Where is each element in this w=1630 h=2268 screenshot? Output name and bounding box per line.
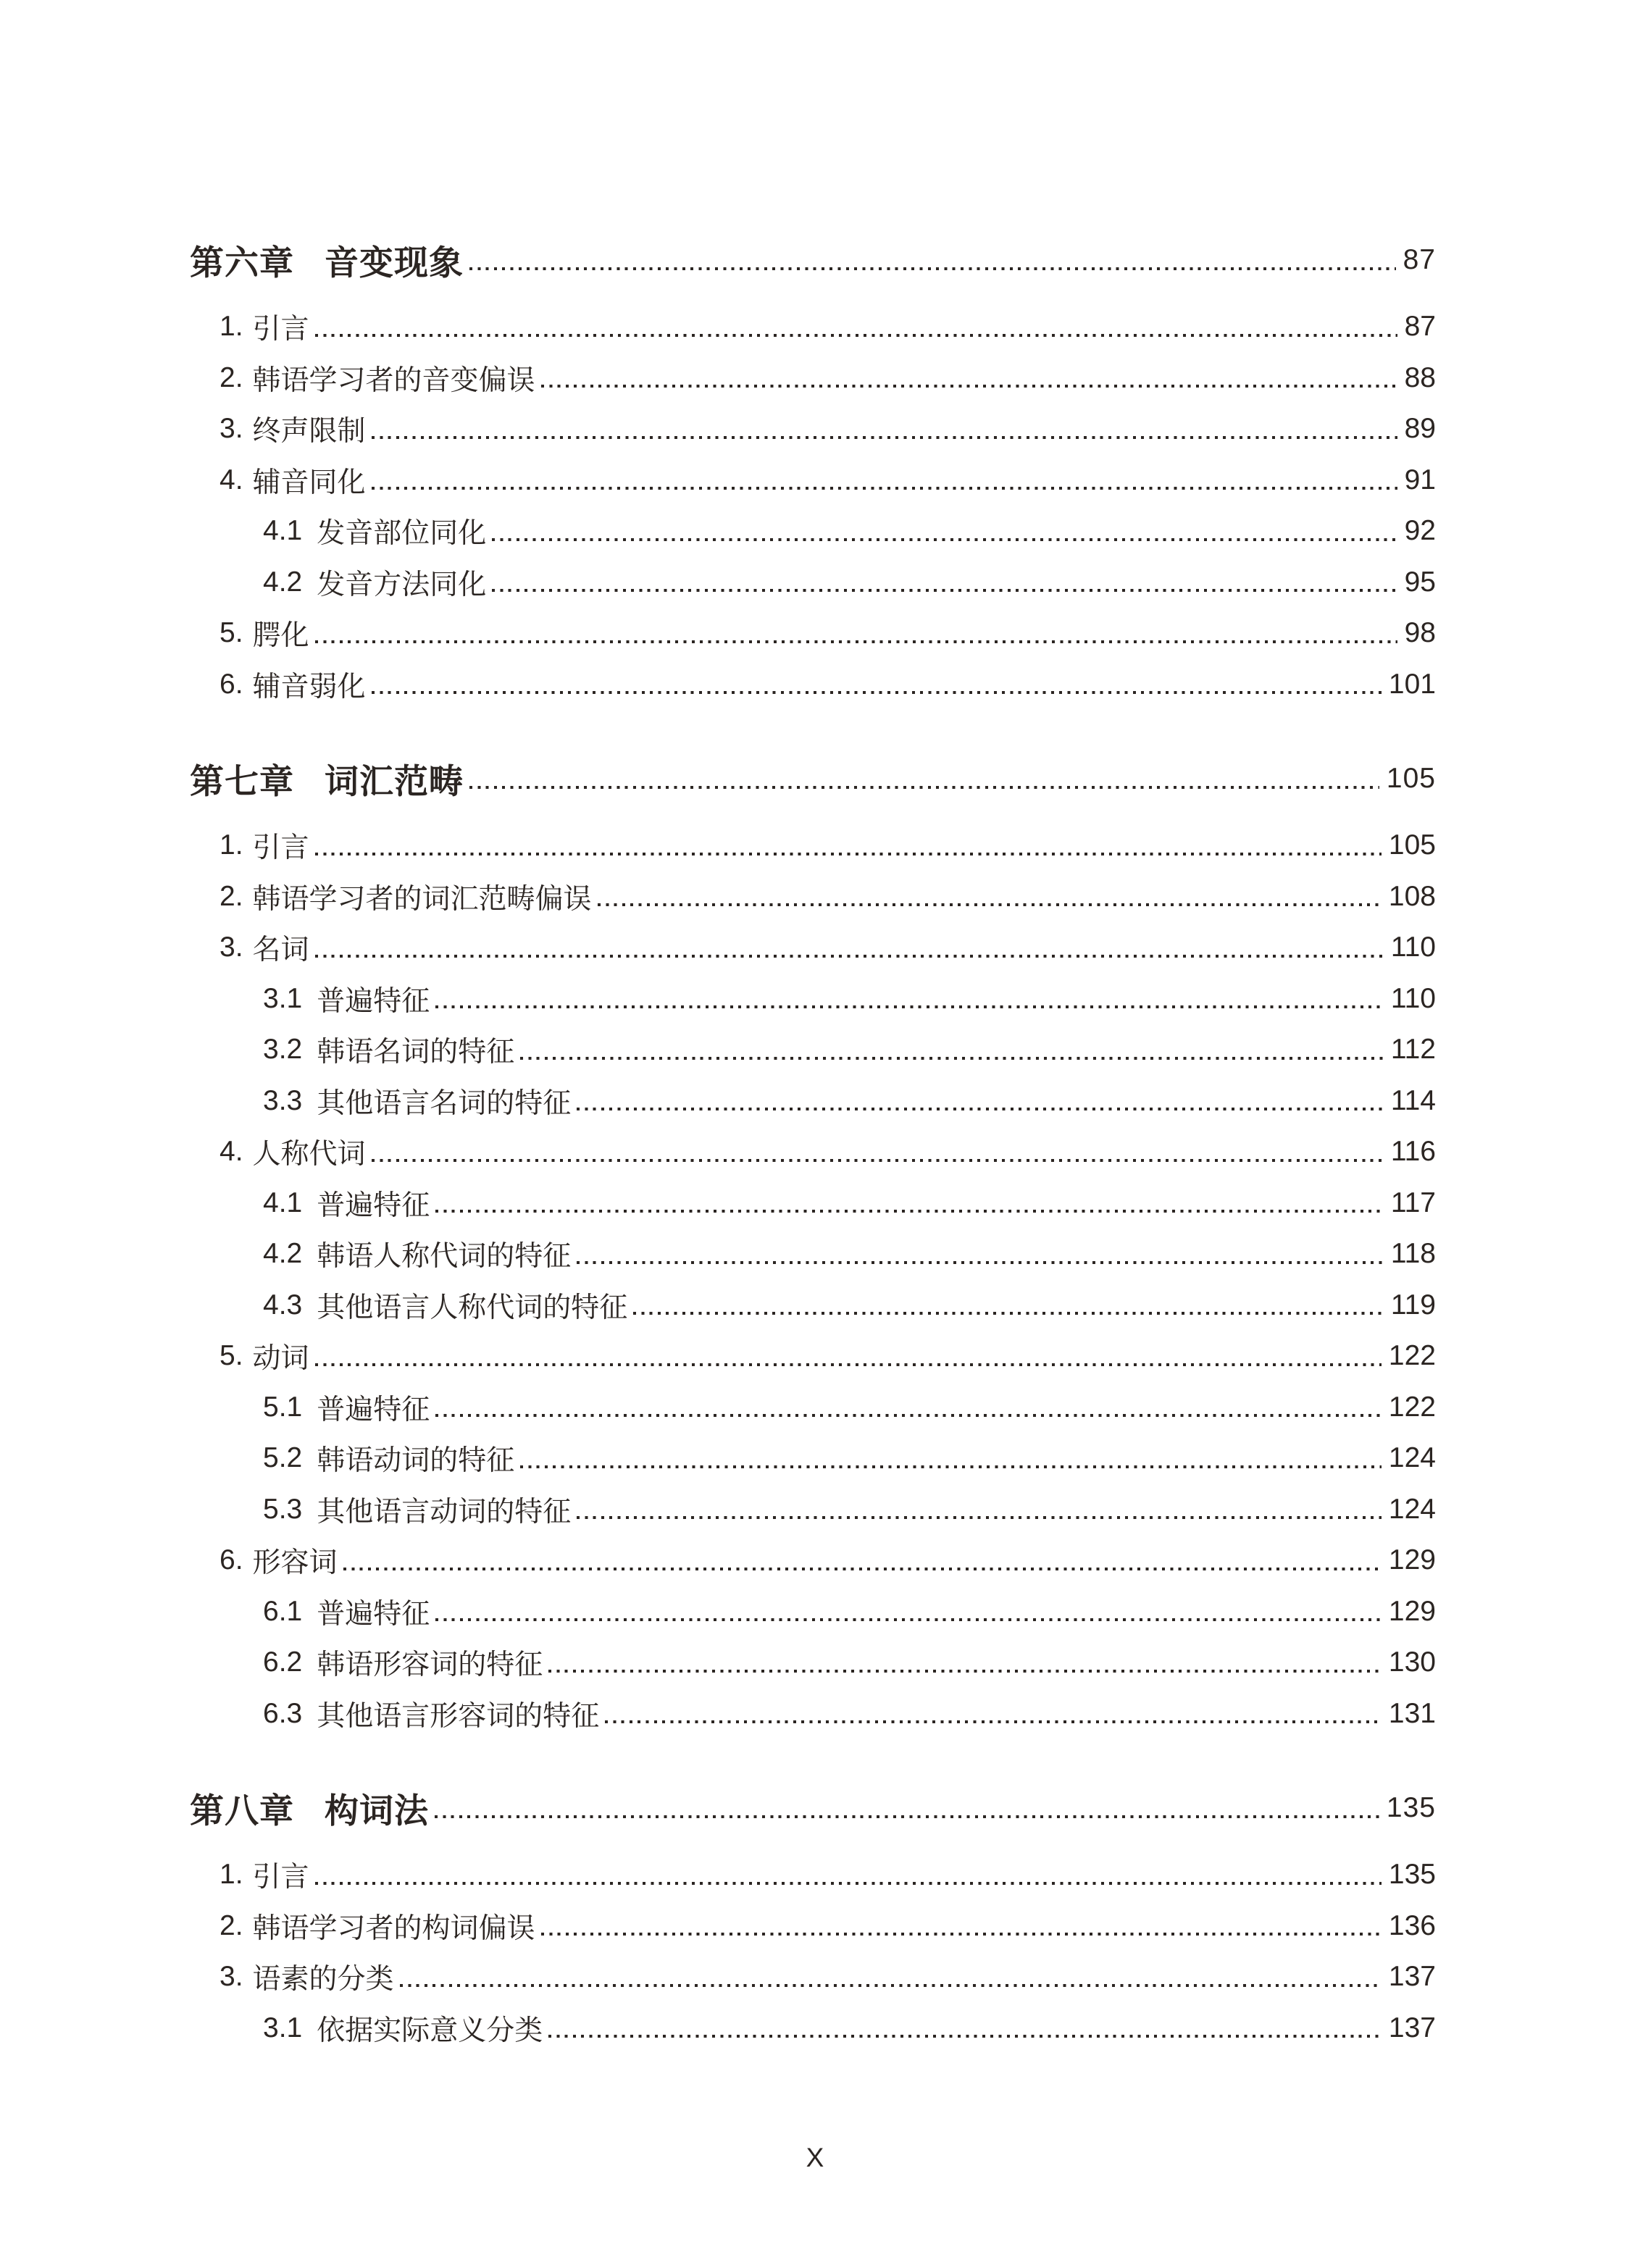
toc-entry-row bbox=[0, 1586, 1630, 1638]
toc-entry-row bbox=[0, 608, 1630, 659]
entry-number: 5. bbox=[220, 617, 243, 649]
entry-number: 6. bbox=[220, 668, 243, 700]
toc-entry-row bbox=[0, 1849, 1630, 1901]
dot-leader bbox=[598, 903, 1382, 906]
entry-number: 3.2 bbox=[263, 1034, 303, 1066]
entry-number: 5. bbox=[220, 1340, 243, 1372]
entry-page-number: 137 bbox=[1388, 2012, 1436, 2043]
entry-title: 其他语言形容词的特征 bbox=[317, 1700, 600, 1732]
entry-number: 2. bbox=[220, 1909, 243, 1941]
entry-number: 4.3 bbox=[263, 1289, 303, 1321]
toc-entry-row bbox=[0, 1024, 1630, 1076]
entry-page-number: 118 bbox=[1390, 1238, 1436, 1270]
entry-title: 普遍特征 bbox=[317, 1598, 430, 1630]
chapter-title: 音变现象 bbox=[325, 244, 464, 283]
entry-page-number: 122 bbox=[1388, 1391, 1436, 1423]
chapter-label: 第七章 bbox=[190, 763, 294, 801]
entry-title: 形容词 bbox=[252, 1547, 338, 1579]
entry-title: 其他语言人称代词的特征 bbox=[317, 1292, 628, 1323]
entry-page-number: 108 bbox=[1388, 880, 1436, 912]
dot-leader bbox=[315, 334, 1397, 337]
page-footer bbox=[0, 2143, 1630, 2173]
entry-page-number: 124 bbox=[1388, 1493, 1436, 1525]
dot-leader bbox=[435, 1815, 1379, 1818]
entry-title: 发音部位同化 bbox=[317, 518, 487, 550]
dot-leader bbox=[520, 1465, 1382, 1468]
entry-number: 3. bbox=[220, 413, 243, 445]
toc-entry-row bbox=[0, 1637, 1630, 1689]
dot-leader bbox=[435, 1618, 1382, 1621]
entry-title: 韩语名词的特征 bbox=[317, 1037, 515, 1068]
dot-leader bbox=[548, 2035, 1382, 2038]
chapter-title: 词汇范畴 bbox=[325, 763, 464, 801]
toc-entry-row bbox=[0, 301, 1630, 353]
entry-title: 终声限制 bbox=[252, 416, 366, 448]
entry-title: 辅音同化 bbox=[252, 466, 366, 498]
dot-leader bbox=[577, 1516, 1382, 1519]
chapter-page-number: 135 bbox=[1386, 1792, 1436, 1823]
toc-entry-row bbox=[0, 506, 1630, 557]
toc-chapter-row bbox=[0, 752, 1630, 805]
entry-page-number: 122 bbox=[1388, 1340, 1436, 1372]
entry-page-number: 91 bbox=[1404, 464, 1436, 495]
toc-entry-row bbox=[0, 1126, 1630, 1178]
dot-leader bbox=[633, 1312, 1384, 1315]
entry-number: 3. bbox=[220, 932, 243, 963]
entry-number: 3. bbox=[220, 1961, 243, 1993]
toc-entry-row bbox=[0, 1382, 1630, 1434]
dot-leader bbox=[400, 1984, 1382, 1987]
entry-page-number: 131 bbox=[1388, 1697, 1436, 1729]
entry-title: 辅音弱化 bbox=[252, 671, 366, 703]
entry-page-number: 130 bbox=[1388, 1646, 1436, 1678]
entry-title: 韩语学习者的词汇范畴偏误 bbox=[252, 883, 592, 915]
chapter-entries bbox=[0, 1849, 1630, 2054]
dot-leader bbox=[435, 1414, 1382, 1417]
entry-page-number: 136 bbox=[1388, 1909, 1436, 1941]
entry-page-number: 89 bbox=[1404, 413, 1436, 445]
dot-leader bbox=[541, 385, 1397, 388]
entry-title: 动词 bbox=[252, 1343, 309, 1375]
entry-page-number: 98 bbox=[1404, 617, 1436, 649]
entry-title: 普遍特征 bbox=[317, 1189, 430, 1221]
entry-page-number: 124 bbox=[1388, 1442, 1436, 1474]
toc-entry-row bbox=[0, 1901, 1630, 1952]
dot-leader bbox=[541, 1933, 1382, 1936]
dot-leader bbox=[492, 538, 1397, 541]
dot-leader bbox=[372, 487, 1397, 490]
entry-page-number: 116 bbox=[1390, 1136, 1436, 1168]
entry-title: 韩语学习者的音变偏误 bbox=[252, 364, 535, 396]
entry-number: 5.1 bbox=[263, 1391, 303, 1423]
entry-title: 人称代词 bbox=[252, 1139, 366, 1171]
dot-leader bbox=[520, 1057, 1384, 1060]
entry-title: 其他语言动词的特征 bbox=[317, 1496, 572, 1528]
entry-number: 4.1 bbox=[263, 515, 303, 547]
entry-title: 引言 bbox=[252, 832, 309, 864]
entry-title: 名词 bbox=[252, 934, 309, 966]
dot-leader bbox=[315, 1363, 1382, 1366]
dot-leader bbox=[492, 589, 1397, 592]
entry-page-number: 110 bbox=[1390, 932, 1436, 963]
entry-title: 语素的分类 bbox=[252, 1964, 394, 1996]
entry-page-number: 129 bbox=[1388, 1544, 1436, 1576]
entry-number: 3.3 bbox=[263, 1084, 303, 1116]
entry-page-number: 137 bbox=[1388, 1961, 1436, 1993]
toc-entry-row bbox=[0, 1229, 1630, 1280]
dot-leader bbox=[372, 691, 1382, 694]
dot-leader bbox=[548, 1670, 1382, 1673]
dot-leader bbox=[435, 1210, 1384, 1213]
entry-number: 1. bbox=[220, 311, 243, 343]
toc-entry-row bbox=[0, 1331, 1630, 1382]
entry-title: 依据实际意义分类 bbox=[317, 2014, 543, 2046]
entry-page-number: 112 bbox=[1390, 1034, 1436, 1066]
dot-leader bbox=[605, 1720, 1382, 1723]
dot-leader bbox=[343, 1568, 1382, 1570]
toc-entry-row bbox=[0, 557, 1630, 608]
toc-entry-row bbox=[0, 1535, 1630, 1586]
entry-number: 6.2 bbox=[263, 1646, 303, 1678]
dot-leader bbox=[372, 436, 1397, 439]
dot-leader bbox=[577, 1108, 1384, 1110]
dot-leader bbox=[315, 853, 1382, 855]
dot-leader bbox=[469, 786, 1379, 789]
toc-chapter-section bbox=[0, 1781, 1630, 2054]
entry-page-number: 105 bbox=[1388, 829, 1436, 861]
entry-title: 其他语言名词的特征 bbox=[317, 1087, 572, 1119]
entry-title: 引言 bbox=[252, 314, 309, 346]
toc-entry-row bbox=[0, 2003, 1630, 2054]
toc-entry-row bbox=[0, 974, 1630, 1025]
dot-leader bbox=[315, 640, 1397, 643]
chapter-page-number: 87 bbox=[1403, 244, 1436, 275]
entry-number: 2. bbox=[220, 880, 243, 912]
chapter-title: 构词法 bbox=[325, 1792, 429, 1830]
toc-chapter-row bbox=[0, 1781, 1630, 1835]
dot-leader bbox=[372, 1159, 1384, 1162]
entry-number: 1. bbox=[220, 1859, 243, 1891]
entry-title: 韩语学习者的构词偏误 bbox=[252, 1912, 535, 1944]
entry-number: 3.1 bbox=[263, 2012, 303, 2043]
entry-page-number: 117 bbox=[1390, 1187, 1436, 1218]
entry-number: 5.3 bbox=[263, 1493, 303, 1525]
dot-leader bbox=[315, 955, 1384, 958]
entry-number: 4.1 bbox=[263, 1187, 303, 1218]
chapter-entries bbox=[0, 301, 1630, 710]
toc-entry-row bbox=[0, 922, 1630, 974]
toc-entry-row bbox=[0, 1433, 1630, 1484]
entry-page-number: 129 bbox=[1388, 1595, 1436, 1627]
toc-entry-row bbox=[0, 1178, 1630, 1229]
entry-number: 4. bbox=[220, 1136, 243, 1168]
entry-number: 6. bbox=[220, 1544, 243, 1576]
entry-page-number: 92 bbox=[1404, 515, 1436, 547]
toc-entry-row bbox=[0, 1484, 1630, 1536]
entry-page-number: 95 bbox=[1404, 566, 1436, 598]
entry-number: 4. bbox=[220, 464, 243, 495]
entry-page-number: 114 bbox=[1390, 1084, 1436, 1116]
toc-entry-row bbox=[0, 455, 1630, 506]
entry-title: 韩语人称代词的特征 bbox=[317, 1241, 572, 1273]
entry-number: 4.2 bbox=[263, 566, 303, 598]
entry-number: 1. bbox=[220, 829, 243, 861]
entry-page-number: 135 bbox=[1388, 1859, 1436, 1891]
toc-entry-row bbox=[0, 1689, 1630, 1740]
toc-chapter-section bbox=[0, 752, 1630, 1739]
toc-entry-row bbox=[0, 871, 1630, 923]
chapter-entries bbox=[0, 820, 1630, 1739]
toc-entry-row bbox=[0, 659, 1630, 711]
entry-title: 普遍特征 bbox=[317, 1394, 430, 1426]
entry-title: 韩语动词的特征 bbox=[317, 1445, 515, 1477]
entry-title: 普遍特征 bbox=[317, 985, 430, 1017]
entry-page-number: 101 bbox=[1388, 668, 1436, 700]
entry-page-number: 88 bbox=[1404, 361, 1436, 393]
entry-title: 腭化 bbox=[252, 620, 309, 652]
toc-entry-row bbox=[0, 1280, 1630, 1331]
entry-page-number: 119 bbox=[1390, 1289, 1436, 1321]
chapter-label: 第六章 bbox=[190, 244, 294, 283]
toc-chapter-section bbox=[0, 233, 1630, 710]
entry-page-number: 87 bbox=[1404, 311, 1436, 343]
entry-page-number: 110 bbox=[1390, 982, 1436, 1014]
entry-number: 2. bbox=[220, 361, 243, 393]
chapter-page-number: 105 bbox=[1386, 763, 1436, 794]
dot-leader bbox=[577, 1261, 1384, 1264]
toc-entry-row bbox=[0, 1951, 1630, 2003]
entry-number: 6.1 bbox=[263, 1595, 303, 1627]
entry-number: 4.2 bbox=[263, 1238, 303, 1270]
entry-title: 韩语形容词的特征 bbox=[317, 1649, 543, 1681]
folio-page-number: X bbox=[806, 2143, 824, 2172]
dot-leader bbox=[435, 1005, 1384, 1008]
toc-chapter-row bbox=[0, 233, 1630, 287]
entry-number: 3.1 bbox=[263, 982, 303, 1014]
dot-leader bbox=[469, 267, 1396, 270]
toc-entry-row bbox=[0, 403, 1630, 455]
chapter-label: 第八章 bbox=[190, 1792, 294, 1830]
dot-leader bbox=[315, 1882, 1382, 1885]
toc-entry-row bbox=[0, 820, 1630, 871]
toc-entry-row bbox=[0, 1076, 1630, 1127]
entry-title: 引言 bbox=[252, 1862, 309, 1894]
toc-entry-row bbox=[0, 353, 1630, 404]
entry-number: 5.2 bbox=[263, 1442, 303, 1474]
entry-number: 6.3 bbox=[263, 1697, 303, 1729]
entry-title: 发音方法同化 bbox=[317, 569, 487, 601]
